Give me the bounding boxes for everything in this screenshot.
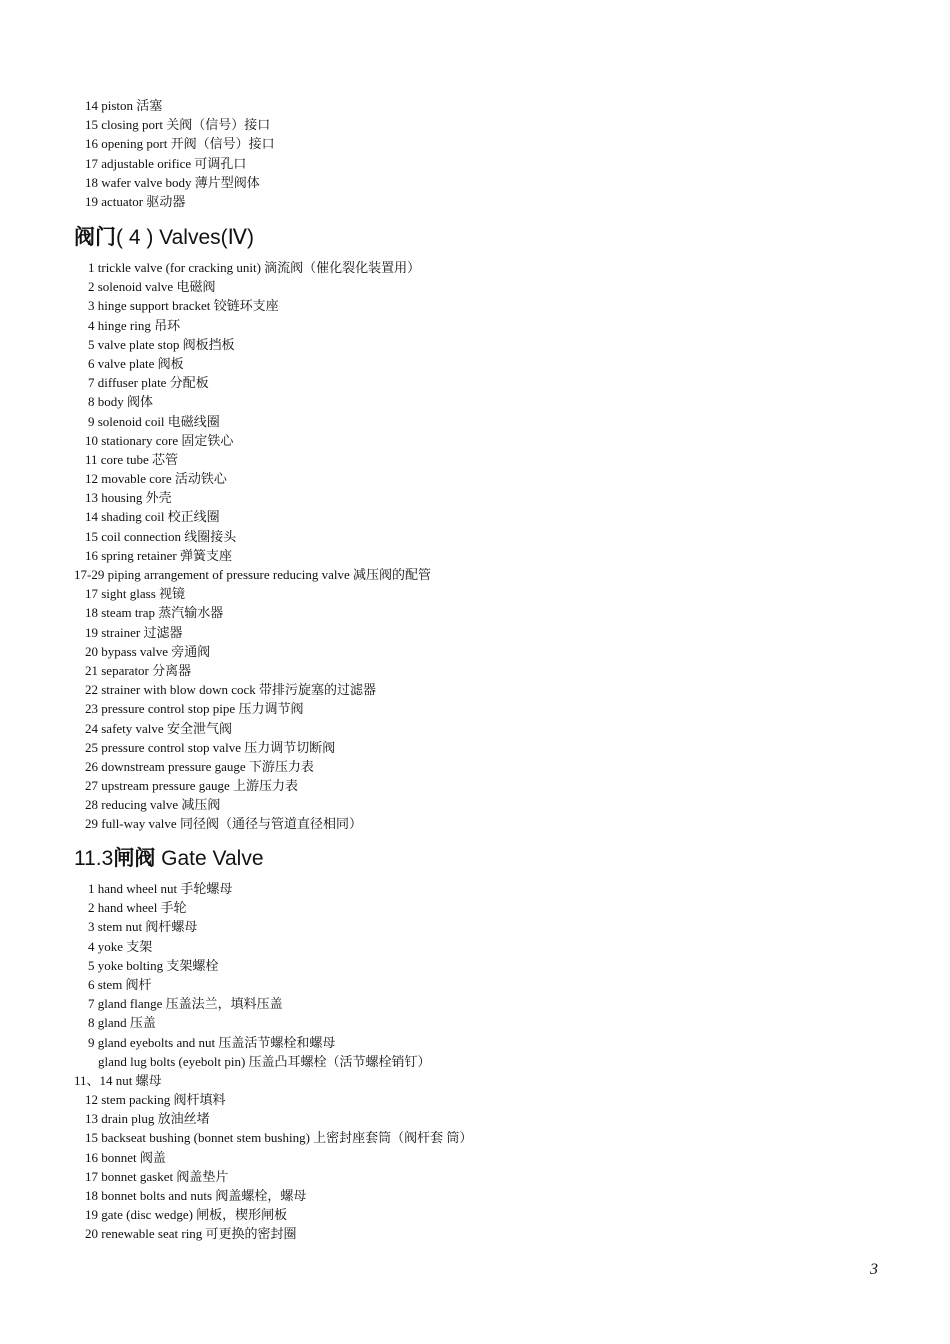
list-item: 16 bonnet 阀盖: [85, 1149, 166, 1165]
list-item: 17 bonnet gasket 阀盖垫片: [85, 1168, 229, 1184]
list-item: 6 valve plate 阀板: [88, 355, 184, 371]
heading-cjk: 阀门: [74, 224, 116, 249]
list-item: 21 separator 分离器: [85, 662, 192, 678]
list-item: 20 bypass valve 旁通阀: [85, 643, 211, 659]
list-item: 24 safety valve 安全泄气阀: [85, 720, 232, 736]
list-item: 7 gland flange 压盖法兰，填料压盖: [88, 996, 283, 1012]
list-item: 14 shading coil 校正线圈: [85, 509, 220, 525]
list-item: 19 gate (disc wedge) 闸板，楔形闸板: [85, 1207, 288, 1223]
list-item: 5 yoke bolting 支架螺栓: [88, 957, 219, 973]
list-item: 16 spring retainer 弹簧支座: [85, 547, 232, 563]
list-item: 8 gland 压盖: [88, 1015, 156, 1031]
list-item: 12 stem packing 阀杆填料: [85, 1092, 226, 1108]
list-item: 17 sight glass 视镜: [85, 586, 186, 602]
list-item: 14 piston 活塞: [85, 98, 163, 113]
heading-number: 11.3: [74, 847, 114, 870]
list-item: 19 actuator 驱动器: [85, 193, 186, 209]
list-item: 2 solenoid valve 电磁阀: [88, 279, 216, 295]
list-item: 9 gland eyebolts and nut 压盖活节螺栓和螺母: [88, 1034, 336, 1050]
list-item: 16 opening port 开阀（信号）接口: [85, 136, 275, 152]
list-item: 18 wafer valve body 薄片型阀体: [85, 174, 260, 190]
list-item: 22 strainer with blow down cock 带排污旋塞的过滤器: [85, 682, 377, 698]
list-item: 28 reducing valve 减压阀: [85, 797, 221, 813]
list-item: 1 hand wheel nut 手轮螺母: [88, 881, 233, 896]
list-item: 3 hinge support bracket 铰链环支座: [88, 298, 279, 314]
list-item: 29 full-way valve 同径阀（通径与管道直径相同）: [85, 816, 362, 832]
list-item: 27 upstream pressure gauge 上游压力表: [85, 778, 299, 794]
section-heading-gate-valve: [74, 839, 914, 876]
list-item: 17 adjustable orifice 可调孔口: [85, 155, 247, 171]
list-item: 7 diffuser plate 分配板: [88, 375, 209, 391]
list-item: 15 coil connection 线圈接头: [85, 528, 237, 544]
list-item: gland lug bolts (eyebolt pin) 压盖凸耳螺栓（活节螺栓销钉）: [98, 1053, 431, 1069]
list-item: 5 valve plate stop 阀板挡板: [88, 336, 235, 352]
list-item: 4 hinge ring 吊环: [88, 317, 181, 333]
list-valves-4: [74, 258, 914, 834]
list-item: 15 closing port 关阀（信号）接口: [85, 117, 271, 133]
list-continued: [74, 96, 914, 211]
heading-text: ( 4 ) Valves(Ⅳ): [116, 226, 255, 249]
list-item: 11 core tube 芯管: [85, 451, 179, 467]
list-item: 12 movable core 活动铁心: [85, 471, 227, 487]
list-item: 11、14 nut 螺母: [74, 1072, 162, 1088]
list-item: 10 stationary core 固定铁心: [85, 432, 234, 448]
list-item: 9 solenoid coil 电磁线圈: [88, 413, 220, 429]
list-item: 18 steam trap 蒸汽输水器: [85, 605, 224, 621]
list-item: 8 body 阀体: [88, 394, 154, 410]
list-item: 15 backseat bushing (bonnet stem bushing) 上密封座套筒（阀杆套 筒）: [85, 1130, 473, 1146]
list-gate-valve: [74, 879, 914, 1244]
list-item: 13 housing 外壳: [85, 490, 172, 506]
page-number: 3: [870, 1261, 878, 1278]
list-item: 18 bonnet bolts and nuts 阀盖螺栓，螺母: [85, 1188, 307, 1203]
heading-text: Gate Valve: [155, 847, 264, 870]
list-subheading: 17-29 piping arrangement of pressure reducing valve 减压阀的配管: [74, 567, 432, 582]
list-item: 1 trickle valve (for cracking unit) 滴流阀（催化裂化装置用）: [88, 260, 421, 275]
list-item: 2 hand wheel 手轮: [88, 900, 187, 916]
list-item: 6 stem 阀杆: [88, 976, 152, 992]
heading-cjk: 闸阀: [113, 845, 156, 870]
list-item: 23 pressure control stop pipe 压力调节阀: [85, 701, 304, 717]
list-item: 4 yoke 支架: [88, 938, 153, 954]
list-item: 13 drain plug 放油丝堵: [85, 1111, 210, 1127]
list-item: 26 downstream pressure gauge 下游压力表: [85, 758, 314, 774]
section-heading-valves-4: [74, 218, 914, 255]
list-item: 25 pressure control stop valve 压力调节切断阀: [85, 739, 336, 755]
list-item: 20 renewable seat ring 可更换的密封圈: [85, 1226, 297, 1242]
list-item: 3 stem nut 阀杆螺母: [88, 919, 198, 935]
list-item: 19 strainer 过滤器: [85, 624, 183, 640]
